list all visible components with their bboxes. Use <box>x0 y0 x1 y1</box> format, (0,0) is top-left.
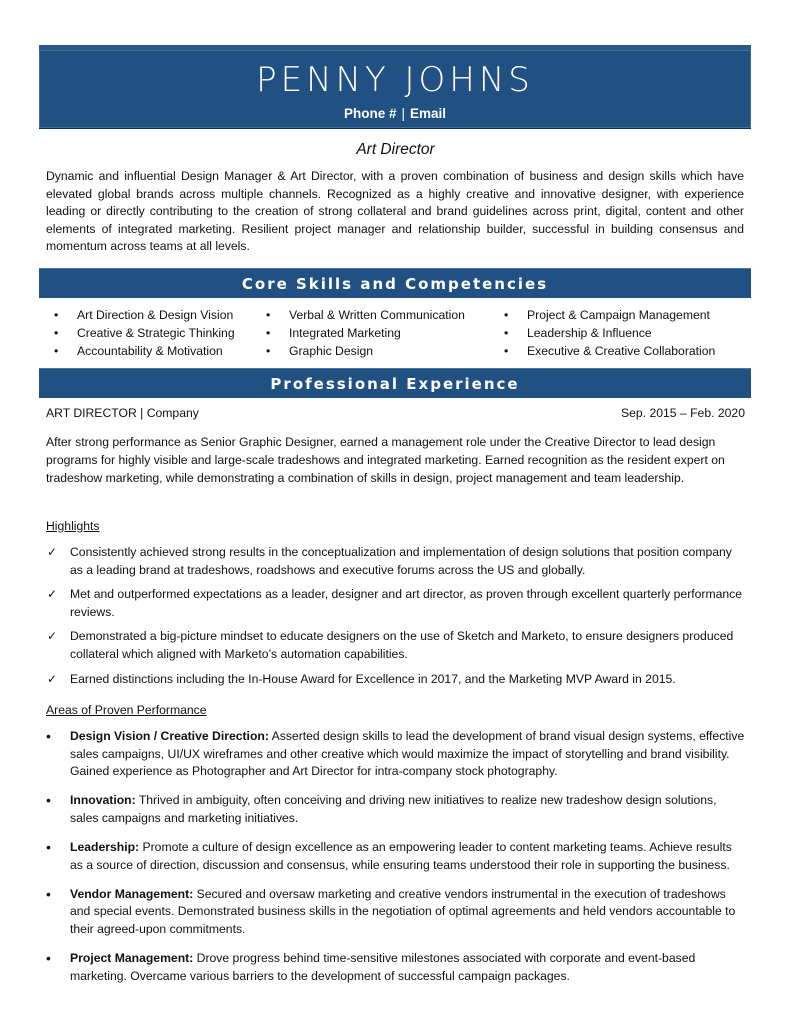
contact-separator: | <box>401 106 405 121</box>
area-text: Asserted design skills to lead the development of brand visual design systems, effective sales campaigns, UI/UX wireframes and other creative which would maximize the impact of storytelling and brand visibility. Gained experience as Photographer and Art Director for intra-company stock photography. <box>70 729 745 779</box>
check-icon: ✓ <box>47 629 58 644</box>
area-label: Project Management: <box>70 950 194 965</box>
candidate-name: PENNY JOHNS <box>256 60 534 100</box>
skills-section-heading: Core Skills and Competencies <box>39 268 751 298</box>
list-item: ✓ Met and outperformed expectations as a leader, designer and art director, as proven through excellent quarterly performance reviews. <box>47 587 743 619</box>
area-label: Design Vision / Creative Direction: <box>70 729 269 743</box>
job-title-line <box>46 405 199 422</box>
job-role: ART DIRECTOR <box>46 406 137 420</box>
area-text: Secured and oversaw marketing and creative vendors instrumental in the execution of tradeshows and special events. Demonstrated business skills in the negotiation of optimal agreements and held vendors accountable to their agreed-upon commitments. <box>70 886 736 936</box>
area-text: Promote a culture of design excellence as an empowering leader to content marketing teams. Achieve results as a source of direction, discussion and consensus, while ensuring teams understood their role in supporting the business. <box>70 839 732 872</box>
list-item <box>46 728 746 781</box>
skill-item: • Creative & Strategic Thinking <box>54 326 235 340</box>
bullet-icon: • <box>46 728 51 744</box>
bullet-icon: • <box>54 326 59 340</box>
list-item <box>46 839 746 874</box>
summary-paragraph: Dynamic and influential Design Manager & Art Director, with a proven combination of business and design skills which have elevated global brands across multiple channels. Recognized as a highly creative and innovative designer, with experience leading or directly contributing to the creation of strong collateral and brand guidelines across print, digital, content and other elements of integrated marketing. Resilient project manager and relationship builder, successful in building consensus and momentum across teams at all levels. <box>46 169 744 254</box>
bullet-icon: • <box>54 344 59 358</box>
bullet-icon: • <box>54 308 59 322</box>
area-text: Drove progress behind time-sensitive milestones associated with corporate and event-based marketing. Overcame various barriers to the development of successful campaign packages. <box>70 950 696 983</box>
list-item: ✓ Consistently achieved strong results in the conceptualization and implementation of design solutions that position company as a leading brand at tradeshows, roadshows and executive forums across the US and globally. <box>47 545 732 577</box>
area-label: Innovation: <box>70 793 136 808</box>
experience-section-heading: Professional Experience <box>39 368 751 398</box>
bullet-icon: • <box>504 344 509 358</box>
bullet-icon: • <box>46 949 51 966</box>
highlights-list <box>46 544 746 695</box>
check-icon: ✓ <box>47 545 58 559</box>
job-separator: | <box>136 406 147 420</box>
email-label: Email <box>410 106 447 121</box>
list-item <box>46 886 746 939</box>
bullet-icon: • <box>266 344 271 358</box>
list-item <box>46 950 746 985</box>
list-item <box>46 792 746 827</box>
phone-label: Phone # <box>343 106 397 121</box>
job-dates: Sep. 2015 – Feb. 2020 <box>620 406 745 420</box>
areas-list <box>46 728 746 997</box>
check-icon: ✓ <box>47 671 58 686</box>
area-label: Vendor Management: <box>70 886 194 901</box>
bullet-icon: • <box>266 326 271 340</box>
name-banner <box>39 45 751 129</box>
area-label: Leadership: <box>70 839 140 854</box>
contact-line <box>39 106 751 122</box>
target-title: Art Director <box>356 141 435 158</box>
list-item: ✓ Demonstrated a big-picture mindset to educate designers on the use of Sketch and Marketo, to ensure designers produced collateral which aligned with Marketo’s automation capabilities. <box>47 629 734 661</box>
area-text: Thrived in ambiguity, often conceiving and driving new initiatives to realize new tradeshow design solutions, sales campaigns and marketing initiatives. <box>70 793 717 825</box>
job-header <box>46 405 745 422</box>
bullet-icon: • <box>46 792 51 809</box>
skill-item: • Integrated Marketing <box>266 326 401 340</box>
bullet-icon: • <box>504 308 509 322</box>
list-item: ✓ Earned distinctions including the In-House Award for Excellence in 2017, and the Marketing MVP Award in 2015. <box>46 671 746 689</box>
bullet-icon: • <box>46 838 51 855</box>
skill-item: • Verbal & Written Communication <box>266 308 465 322</box>
skill-item: • Project & Campaign Management <box>504 308 710 322</box>
check-icon: ✓ <box>47 587 58 602</box>
skill-item: • Graphic Design <box>266 344 373 358</box>
skills-grid <box>54 306 744 360</box>
bullet-icon: • <box>504 326 509 340</box>
bullet-icon: • <box>266 308 271 322</box>
bullet-icon: • <box>46 885 51 902</box>
job-company: Company <box>146 406 199 420</box>
skill-item: • Accountability & Motivation <box>54 344 223 358</box>
highlights-heading: Highlights <box>46 519 100 533</box>
skill-item: • Art Direction & Design Vision <box>54 308 234 322</box>
skill-item: • Executive & Creative Collaboration <box>504 344 716 358</box>
areas-heading: Areas of Proven Performance <box>46 703 207 717</box>
skill-item: • Leadership & Influence <box>504 326 652 340</box>
job-description: After strong performance as Senior Graphic Designer, earned a management role under the Creative Director to lead design programs for highly visible and large-scale tradeshows and integrated marketing. Earned recognition as the resident expert on tradeshow marketing, while demonstrating a combination of skills in design, project management and team leadership. <box>46 435 725 485</box>
